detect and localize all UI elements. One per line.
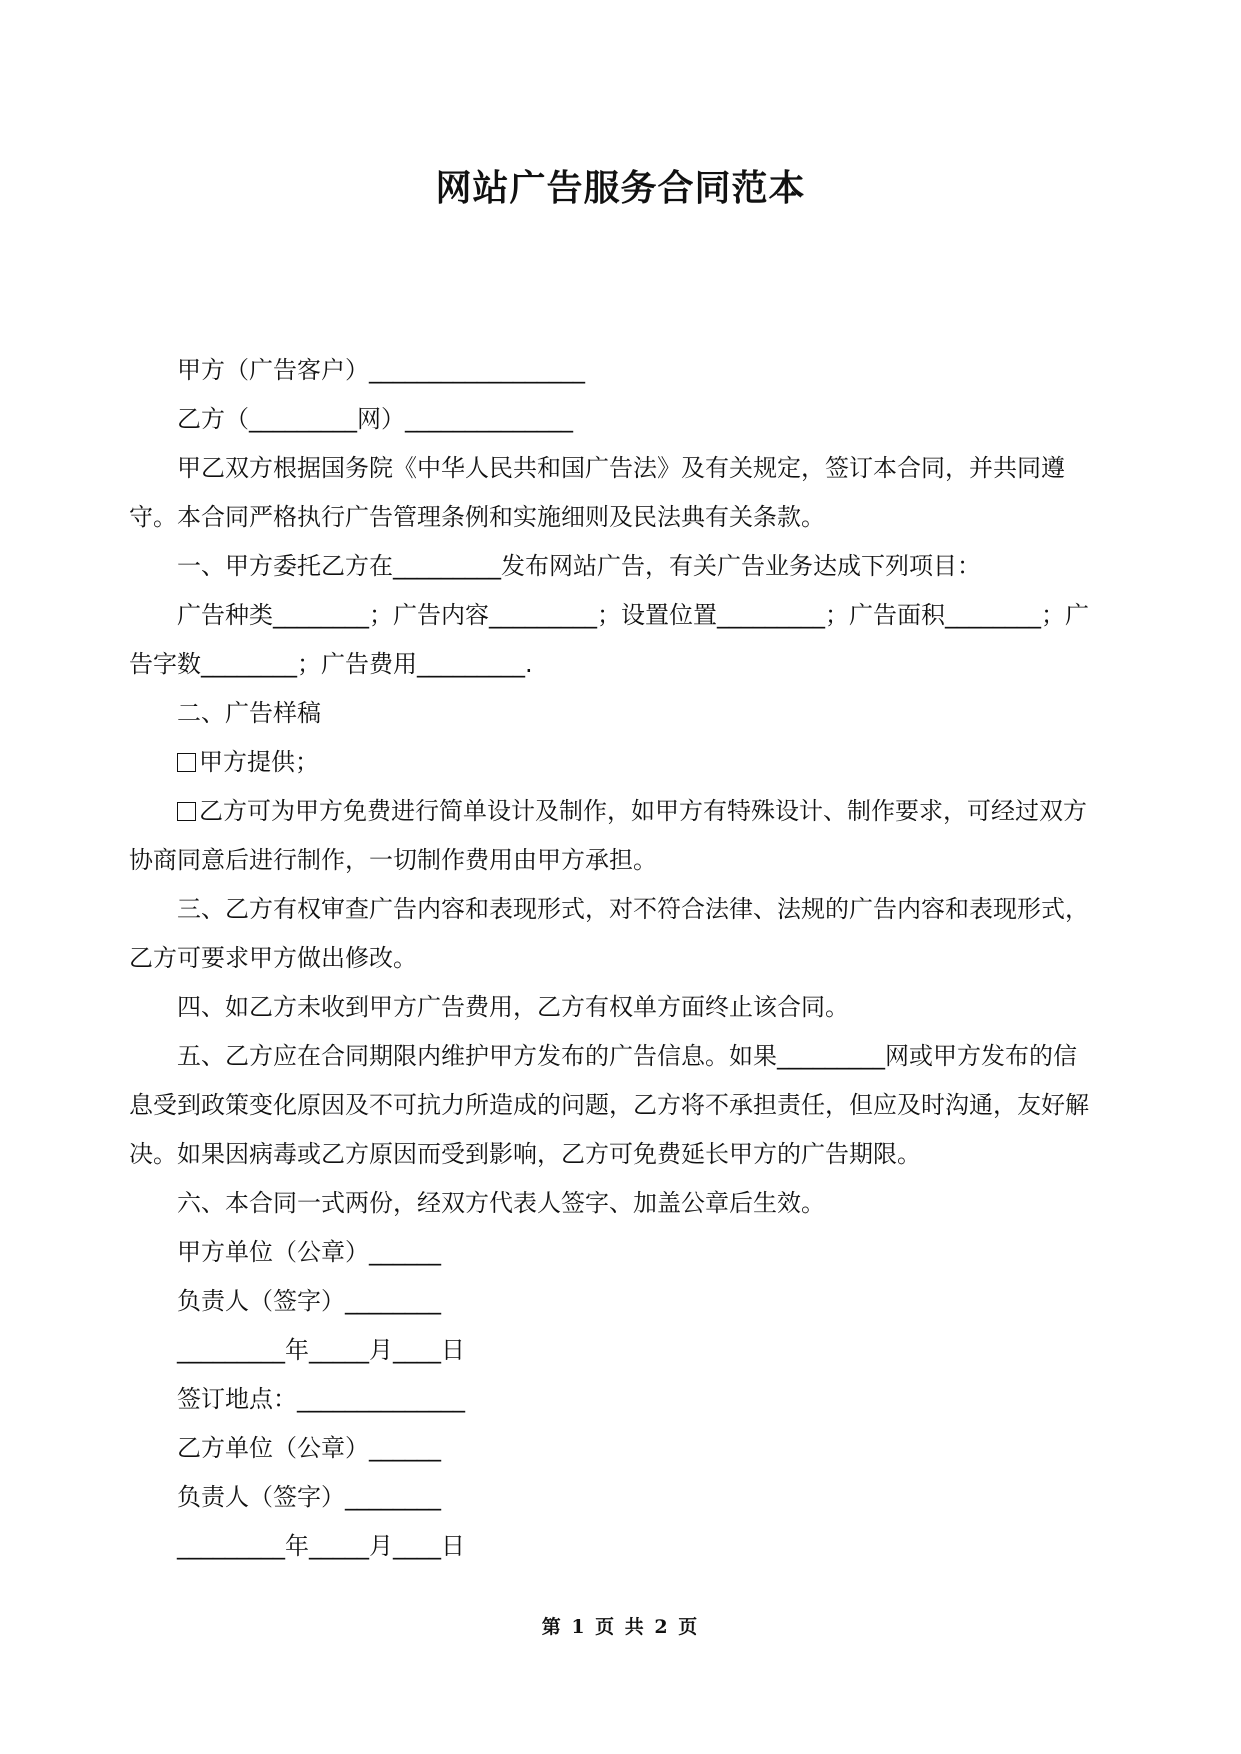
party-b-date: _________年_____月____日 — [177, 1532, 465, 1560]
clause-4: 四、如乙方未收到甲方广告费用，乙方有权单方面终止该合同。 — [177, 993, 849, 1021]
party-a-unit: 甲方单位（公章）______ — [177, 1238, 441, 1266]
option-1-text: 甲方提供； — [199, 748, 319, 776]
page-footer: 第 1 页 共 2 页 — [541, 1616, 700, 1638]
party-b-signer: 负责人（签字）________ — [177, 1483, 441, 1511]
party-a-signer: 负责人（签字）________ — [177, 1287, 441, 1315]
clause-3: 三、乙方有权审查广告内容和表现形式，对不符合法律、法规的广告内容和表现形式，乙方可要求甲方做出修改。 — [129, 895, 1089, 972]
document-title: 网站广告服务合同范本 — [435, 168, 806, 209]
signing-place: 签订地点：______________ — [177, 1385, 465, 1413]
party-b-line: 乙方（_________网）______________ — [177, 405, 573, 433]
clause-5: 五、乙方应在合同期限内维护甲方发布的广告信息。如果_________网或甲方发布的信息受到政策变化原因及不可抗力所造成的问题，乙方将不承担责任，但应及时沟通，友好解决。如果因病毒或乙方原因而受到影响，乙方可免费延长甲方的广告期限。 — [129, 1042, 1089, 1168]
checkbox-icon — [177, 753, 196, 772]
party-a-date: _________年_____月____日 — [177, 1336, 465, 1364]
clause-1: 一、甲方委托乙方在_________发布网站广告，有关广告业务达成下列项目： — [177, 552, 981, 580]
clause-1-items: 广告种类________；广告内容_________；设置位置_________；广告面积________；广告字数________；广告费用_________. — [129, 601, 1089, 678]
preamble-paragraph: 甲乙双方根据国务院《中华人民共和国广告法》及有关规定，签订本合同，并共同遵守。本合同严格执行广告管理条例和实施细则及民法典有关条款。 — [129, 454, 1065, 531]
clause-6: 六、本合同一式两份，经双方代表人签字、加盖公章后生效。 — [177, 1189, 825, 1217]
option-2 — [129, 787, 1091, 885]
clause-2: 二、广告样稿 — [177, 699, 321, 727]
checkbox-icon — [177, 802, 196, 821]
option-2-text: 乙方可为甲方免费进行简单设计及制作，如甲方有特殊设计、制作要求，可经过双方协商同意后进行制作，一切制作费用由甲方承担。 — [129, 797, 1087, 874]
party-a-line: 甲方（广告客户）__________________ — [177, 356, 585, 384]
option-1 — [151, 738, 1091, 787]
party-b-unit: 乙方单位（公章）______ — [177, 1434, 441, 1462]
document-body — [129, 346, 1091, 1571]
